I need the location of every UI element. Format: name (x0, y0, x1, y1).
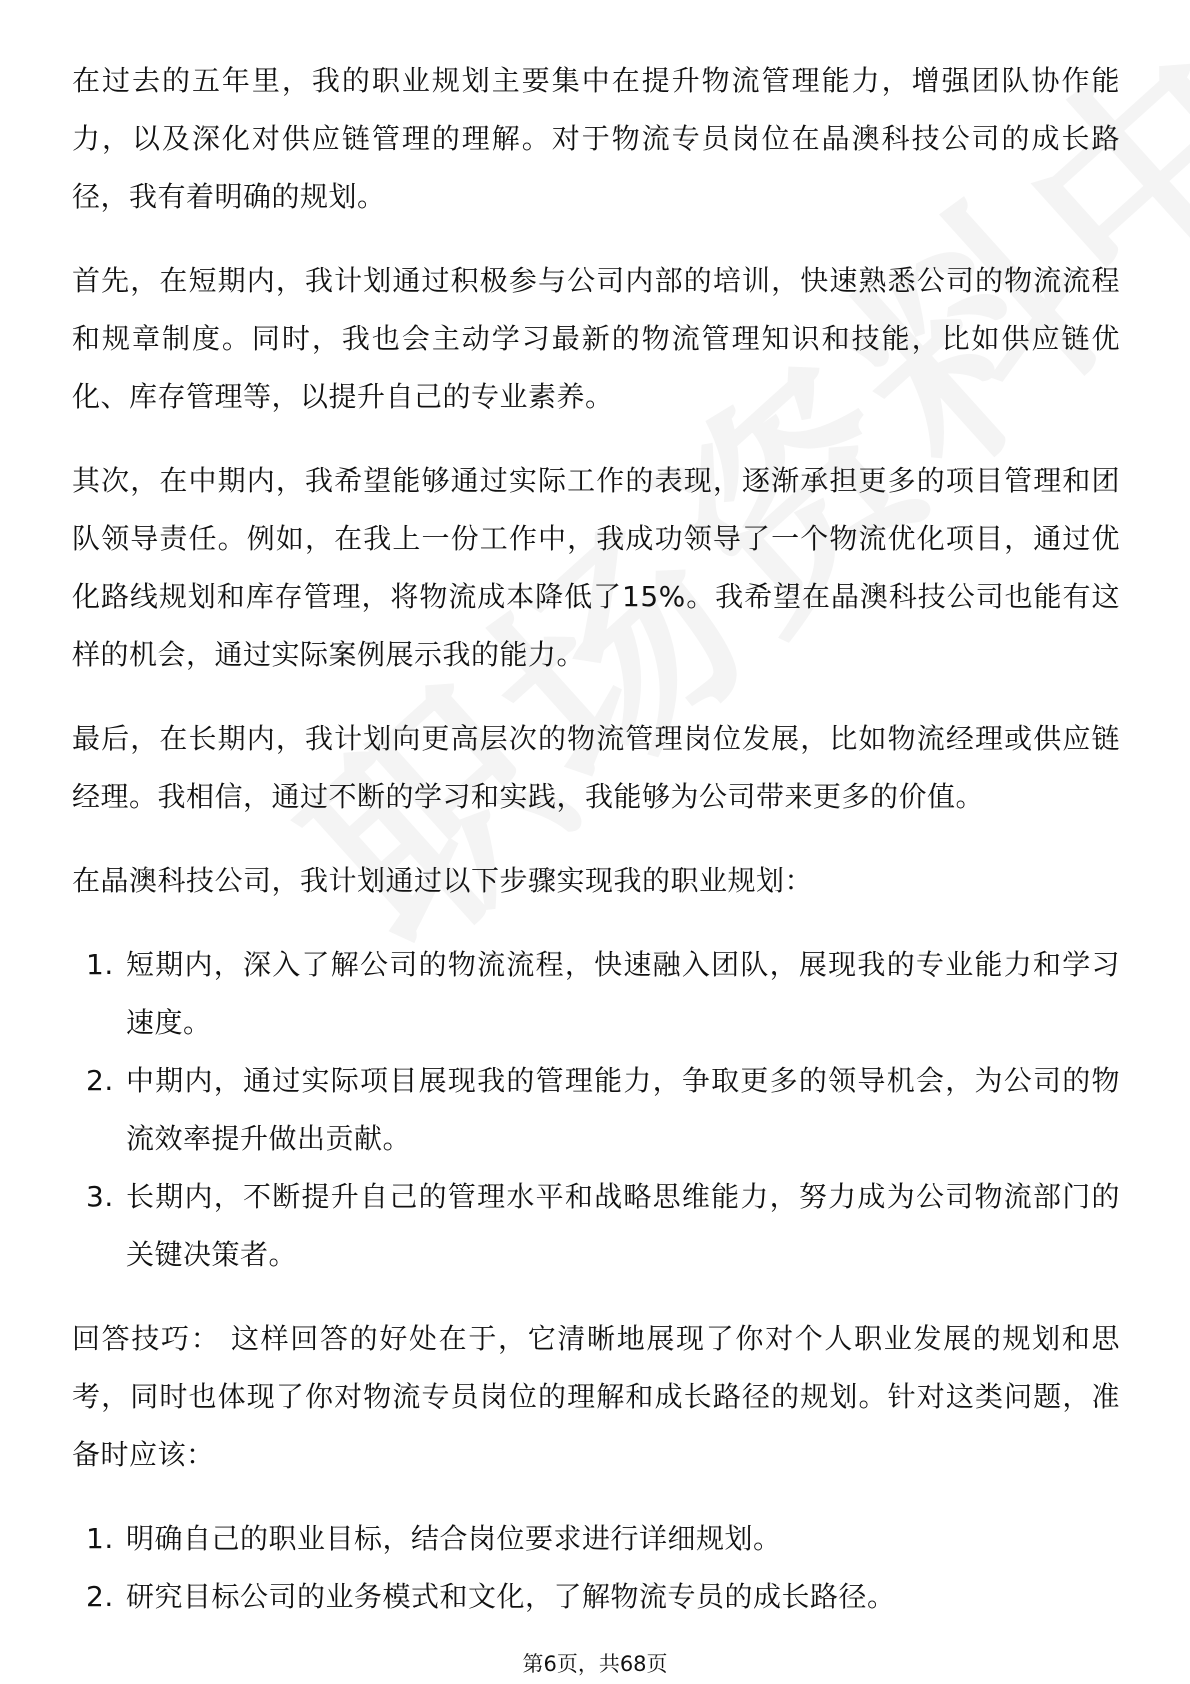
paragraph-short-term: 首先，在短期内，我计划通过积极参与公司内部的培训，快速熟悉公司的物流流程和规章制度。同时，我也会主动学习最新的物流管理知识和技能，比如供应链优化、库存管理等，以提升自己的专业素养。 (72, 264, 1120, 413)
list-item-text: 研究目标公司的业务模式和文化，了解物流专员的成长路径。 (126, 1580, 896, 1613)
list-item-text: 短期内，深入了解公司的物流流程，快速融入团队，展现我的专业能力和学习速度。 (126, 948, 1120, 1039)
paragraph-long-term: 最后，在长期内，我计划向更高层次的物流管理岗位发展，比如物流经理或供应链经理。我相信，通过不断的学习和实践，我能够为公司带来更多的价值。 (72, 722, 1120, 813)
paragraph-intro: 在过去的五年里，我的职业规划主要集中在提升物流管理能力，增强团队协作能力，以及深化对供应链管理的理解。对于物流专员岗位在晶澳科技公司的成长路径，我有着明确的规划。 (72, 64, 1120, 213)
list-item-text: 中期内，通过实际项目展现我的管理能力，争取更多的领导机会，为公司的物流效率提升做出贡献。 (126, 1064, 1120, 1155)
paragraph-answer-tip: 回答技巧： 这样回答的好处在于，它清晰地展现了你对个人职业发展的规划和思考，同时也体现了你对物流专员岗位的理解和成长路径的规划。针对这类问题，准备时应该： (72, 1322, 1120, 1471)
list-item (72, 1510, 1120, 1568)
list-item (72, 1568, 1120, 1626)
list-item-text: 长期内，不断提升自己的管理水平和战略思维能力，努力成为公司物流部门的关键决策者。 (126, 1180, 1120, 1271)
paragraph-steps-intro: 在晶澳科技公司，我计划通过以下步骤实现我的职业规划： (72, 864, 814, 897)
list-number: 1. (86, 948, 114, 981)
list-number: 3. (86, 1180, 114, 1213)
list-item (72, 936, 1120, 1052)
list-number: 2. (86, 1580, 114, 1613)
paragraph-mid-term: 其次，在中期内，我希望能够通过实际工作的表现，逐渐承担更多的项目管理和团队领导责任。例如，在我上一份工作中，我成功领导了一个物流优化项目，通过优化路线规划和库存管理，将物流成本降低了15%。我希望在晶澳科技公司也能有这样的机会，通过实际案例展示我的能力。 (72, 464, 1120, 671)
list-number: 2. (86, 1064, 114, 1097)
list-item-text: 明确自己的职业目标，结合岗位要求进行详细规划。 (126, 1522, 782, 1555)
list-item (72, 1168, 1120, 1284)
document-body (72, 52, 1120, 1652)
steps-list (72, 936, 1120, 1284)
prep-list (72, 1510, 1120, 1626)
page-number-footer: 第6页，共68页 (522, 1652, 668, 1676)
list-number: 1. (86, 1522, 114, 1555)
list-item (72, 1052, 1120, 1168)
